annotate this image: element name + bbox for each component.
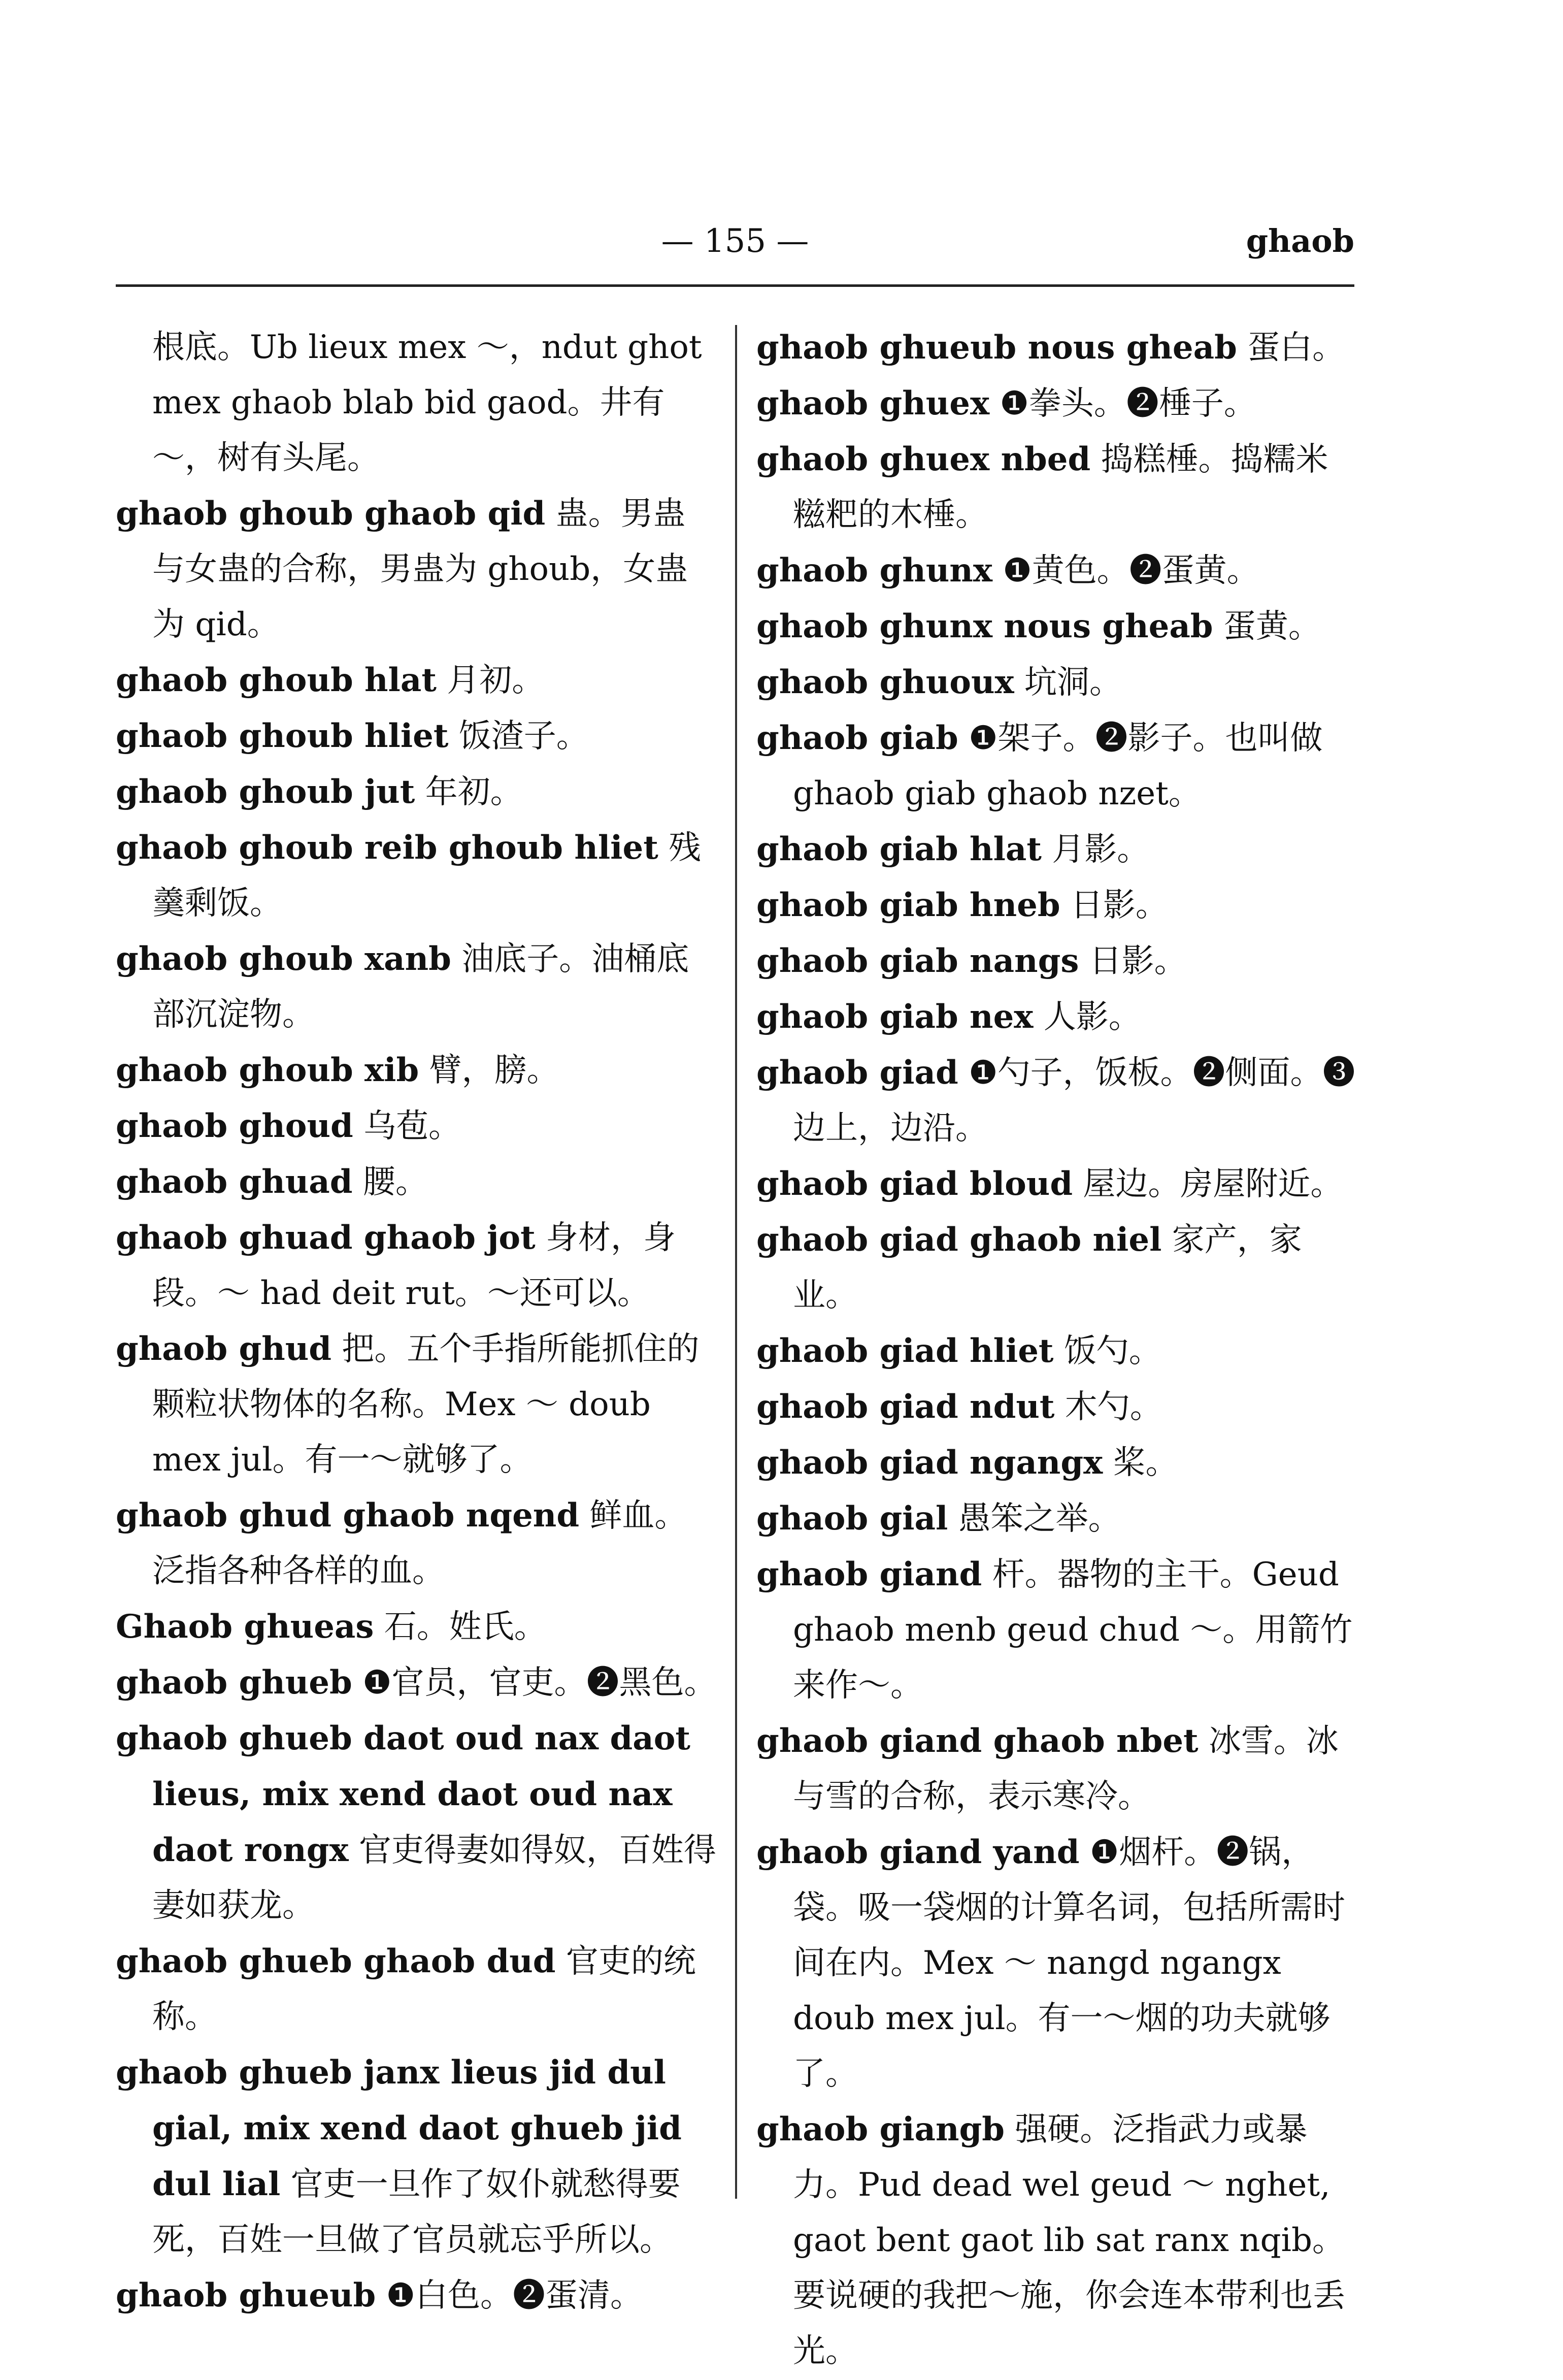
entry-definition: 屋边。房屋附近。 — [1083, 1165, 1343, 1203]
entry-definition: 石。姓氏。 — [384, 1608, 547, 1646]
dictionary-entry — [756, 989, 1360, 1045]
entry-headword: ghaob ghueub nous gheab — [756, 329, 1237, 367]
entry-headword: ghaob giand yand — [756, 1833, 1080, 1871]
dictionary-entry — [756, 1547, 1360, 1713]
entry-definition: 蛋白。 — [1247, 329, 1345, 367]
entry-definition: ❶白色。❷蛋清。 — [386, 2277, 643, 2314]
entry-headword: ghaob ghoub hliet — [116, 717, 449, 755]
dictionary-entry — [756, 320, 1360, 376]
entry-headword: ghaob ghunx nous gheab — [756, 607, 1213, 645]
dictionary-entry — [116, 1210, 717, 1321]
dictionary-entry — [116, 708, 717, 764]
entry-headword: ghaob ghoub reib ghoub hliet — [116, 829, 658, 867]
entry-headword: ghaob giad ghaob niel — [756, 1221, 1162, 1259]
entry-definition: 鲜血。泛指各种各样的血。 — [152, 1497, 687, 1590]
dictionary-entry — [116, 2268, 717, 2324]
entry-definition: 蛋黄。 — [1223, 608, 1321, 645]
entry-definition: 年初。 — [425, 773, 523, 811]
entry-headword: ghaob ghoub jut — [116, 773, 415, 811]
entry-definition: 饭渣子。 — [458, 718, 589, 755]
dictionary-entry — [756, 1713, 1360, 1824]
entry-definition: 月初。 — [447, 662, 545, 699]
column-divider — [735, 325, 737, 2199]
entry-headword: ghaob giab nangs — [756, 942, 1079, 980]
dictionary-entry — [756, 877, 1360, 933]
dictionary-entry — [756, 933, 1360, 989]
dictionary-entry — [116, 1599, 717, 1655]
left-column — [116, 320, 717, 2324]
entry-headword: ghaob ghunx — [756, 551, 992, 590]
dictionary-entry — [116, 1042, 717, 1098]
dictionary-entry — [116, 1154, 717, 1210]
entry-definition: ❶勺子，饭板。❷侧面。❸边上，边沿。 — [793, 1054, 1355, 1147]
running-headword: ghaob — [1246, 222, 1354, 259]
entry-definition: 桨。 — [1113, 1444, 1178, 1482]
entry-headword: ghaob giand ghaob nbet — [756, 1722, 1199, 1760]
entry-headword: ghaob giand — [756, 1555, 982, 1593]
entry-headword: ghaob ghuad — [116, 1163, 353, 1201]
entry-headword: ghaob giab — [756, 719, 958, 757]
entry-definition: 杆。器物的主干。Geud ghaob menb geud chud ～。用箭竹来作～。 — [793, 1556, 1353, 1704]
entry-definition: 月影。 — [1052, 831, 1150, 868]
entry-definition: ❶架子。❷影子。也叫做 ghaob giab ghaob nzet。 — [793, 720, 1323, 812]
entry-headword: ghaob ghueb — [116, 1664, 352, 1702]
page-header — [116, 213, 1354, 287]
dictionary-entry — [756, 655, 1360, 710]
entry-definition: ❶官员，官吏。❷黑色。 — [362, 1664, 717, 1702]
entry-headword: Ghaob ghueas — [116, 1608, 374, 1646]
dictionary-entry — [756, 2102, 1360, 2379]
dictionary-entry — [756, 822, 1360, 877]
entry-headword: ghaob ghueub — [116, 2276, 376, 2314]
entry-definition: 日影。 — [1070, 887, 1168, 924]
entry-definition: 家产，家业。 — [793, 1221, 1302, 1314]
dictionary-entry — [756, 1491, 1360, 1547]
entry-headword: ghaob ghud — [116, 1330, 332, 1368]
dictionary-entry — [116, 486, 717, 653]
entry-definition: 饭勺。 — [1063, 1332, 1161, 1370]
entry-headword: ghaob giad bloud — [756, 1165, 1073, 1203]
dictionary-entry — [756, 1824, 1360, 2102]
entry-definition: 根底。Ub lieux mex ～，ndut ghot mex ghaob blab bid gaod。井有～，树有头尾。 — [152, 329, 702, 477]
entry-headword: ghaob ghuoux — [756, 663, 1014, 701]
entry-definition: ❶黄色。❷蛋黄。 — [1003, 552, 1259, 590]
entry-definition: 残羹剩饭。 — [152, 829, 702, 922]
dictionary-entry — [756, 1156, 1360, 1212]
dictionary-entry — [756, 599, 1360, 655]
entry-headword: ghaob ghoud — [116, 1107, 353, 1145]
dictionary-entry — [756, 1212, 1360, 1323]
entry-headword: ghaob giab hneb — [756, 886, 1060, 924]
dictionary-entry — [756, 1435, 1360, 1491]
entry-definition: 日影。 — [1089, 942, 1187, 980]
entry-headword: ghaob ghoub ghaob qid — [116, 495, 546, 533]
dictionary-entry — [756, 432, 1360, 543]
entry-headword: ghaob ghueb janx lieus jid dul gial, mix xend daot ghueb jid dul lial — [116, 2053, 682, 2203]
entry-headword: ghaob ghoub hlat — [116, 661, 437, 699]
dictionary-entry — [756, 543, 1360, 599]
dictionary-entry — [116, 1934, 717, 2045]
entry-headword: ghaob ghuex nbed — [756, 440, 1091, 478]
dictionary-entry — [756, 1045, 1360, 1156]
entry-definition: 把。五个手指所能抓住的颗粒状物体的名称。Mex ～ doub mex jul。有一～就够了。 — [152, 1330, 700, 1479]
entry-definition: 强硬。泛指武力或暴力。Pud dead wel geud ～ nghet, gaot bent gaot lib sat ranx nqib。要说硬的我把～施，你会连本带利也丢光。 — [793, 2111, 1345, 2370]
dictionary-entry — [116, 1098, 717, 1154]
entry-headword: ghaob ghueb ghaob dud — [116, 1942, 556, 1980]
entry-definition: 身材，身段。～ had deit rut。～还可以。 — [152, 1219, 676, 1312]
entry-headword: ghaob ghoub xib — [116, 1051, 419, 1089]
entry-headword: ghaob giab hlat — [756, 830, 1042, 868]
entry-definition: 人影。 — [1043, 998, 1141, 1036]
entry-headword: ghaob gial — [756, 1499, 948, 1538]
entry-definition: 乌苞。 — [363, 1107, 461, 1145]
entry-headword: ghaob giab nex — [756, 998, 1034, 1036]
page-number: — 155 — — [661, 222, 809, 260]
dictionary-entry — [756, 710, 1360, 822]
entry-definition: 木勺。 — [1065, 1388, 1162, 1426]
dictionary-entry — [116, 931, 717, 1042]
dictionary-entry — [756, 1379, 1360, 1435]
entry-headword: ghaob giad ngangx — [756, 1444, 1103, 1482]
dictionary-entry — [116, 1321, 717, 1488]
entry-headword: ghaob ghuex — [756, 384, 990, 422]
dictionary-entry — [116, 1655, 717, 1711]
dictionary-entry — [116, 820, 717, 931]
entry-headword: ghaob giad ndut — [756, 1388, 1055, 1426]
entry-definition: 坑洞。 — [1024, 664, 1122, 701]
entry-definition: 官吏的统称。 — [152, 1943, 696, 2036]
entry-headword: ghaob ghud ghaob nqend — [116, 1496, 580, 1535]
dictionary-entry — [756, 1323, 1360, 1379]
entry-headword: ghaob giangb — [756, 2110, 1005, 2148]
dictionary-entry — [116, 320, 717, 486]
entry-headword: ghaob giad hliet — [756, 1332, 1054, 1370]
entry-definition: 腰。 — [362, 1163, 428, 1201]
entry-definition: 冰雪。冰与雪的合称，表示寒冷。 — [793, 1722, 1339, 1815]
entry-headword: ghaob ghueb daot oud nax daot lieus, mix xend daot oud nax daot rongx — [116, 1719, 690, 1869]
dictionary-entry — [116, 653, 717, 708]
dictionary-entry — [756, 376, 1360, 432]
right-column — [756, 320, 1360, 2379]
entry-definition: 蛊。男蛊与女蛊的合称，男蛊为 ghoub，女蛊为 qid。 — [152, 495, 688, 643]
entry-definition: 官吏得妻如得奴，百姓得妻如获龙。 — [152, 1832, 716, 1925]
entry-definition: 捣糕棰。捣糯米糍粑的木棰。 — [793, 441, 1328, 534]
dictionary-entry — [116, 2045, 717, 2268]
entry-headword: ghaob giad — [756, 1054, 958, 1092]
dictionary-entry — [116, 764, 717, 820]
entry-definition: 油底子。油桶底部沉淀物。 — [152, 940, 689, 1033]
entry-headword: ghaob ghuad ghaob jot — [116, 1219, 536, 1257]
dictionary-entry — [116, 1711, 717, 1934]
entry-definition: 官吏一旦作了奴仆就愁得要死，百姓一旦做了官员就忘乎所以。 — [152, 2166, 681, 2259]
entry-definition: 愚笨之举。 — [958, 1500, 1121, 1538]
entry-definition: ❶拳头。❷棰子。 — [1000, 385, 1256, 422]
entry-definition: ❶烟杆。❷锅，袋。吸一袋烟的计算名词，包括所需时间在内。Mex ～ nangd ngangx doub mex jul。有一～烟的功夫就够了。 — [793, 1834, 1345, 2093]
dictionary-entry — [116, 1488, 717, 1599]
entry-headword: ghaob ghoub xanb — [116, 940, 451, 978]
entry-definition: 臂，膀。 — [429, 1052, 559, 1089]
